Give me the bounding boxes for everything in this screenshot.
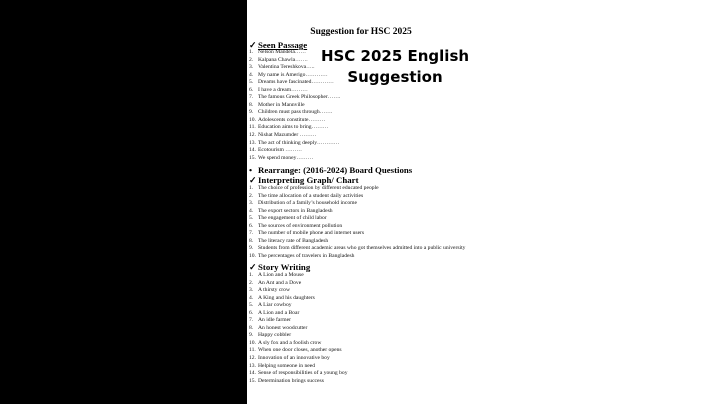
list-item-text: A Lion and a Boar — [258, 309, 300, 316]
list-item-number: 3. — [249, 64, 254, 71]
list-item-text: A Lion and a Mouse — [258, 272, 304, 278]
list-item-text: Nelson Mandela…… — [258, 49, 307, 55]
list-item-text: The famous Greek Philosopher……. — [258, 94, 341, 101]
list-item — [249, 102, 340, 110]
list-item-text: Happy cobbler — [258, 332, 292, 339]
list-item-number: 7. — [249, 94, 254, 101]
list-item-number: 4. — [249, 71, 254, 78]
list-item-number: 13. — [249, 139, 256, 146]
list-item — [249, 355, 348, 363]
list-item-text: The sources of environment pollution — [258, 222, 343, 229]
list-item — [249, 317, 348, 325]
list-item-text: Adolescents constitute……… — [258, 116, 326, 123]
list-item-number: 9. — [249, 109, 254, 116]
list-item-number: 9. — [249, 332, 254, 339]
check-mark-icon: ✓ — [249, 262, 257, 272]
list-item-text: Distribution of a family’s household income — [258, 200, 357, 207]
bullet-icon: • — [249, 165, 253, 175]
list-item — [249, 230, 465, 238]
list-item-text: Ecotourism ……… — [258, 147, 302, 154]
list-item-number: 4. — [249, 294, 254, 301]
list-item-text: The act of thinking deeply………… — [258, 139, 340, 146]
list-item-text: The choice of profession by different educated people — [258, 185, 379, 191]
check-mark-icon: ✓ — [249, 175, 257, 185]
list-item-text: Sense of responsibilities of a young boy — [258, 370, 348, 377]
white-panel — [475, 0, 720, 404]
list-item-number: 12. — [249, 355, 256, 362]
list-item-number: 3. — [249, 200, 254, 207]
list-item-number: 11. — [249, 124, 256, 131]
list-item — [249, 185, 465, 193]
list-item-number: 2. — [249, 192, 254, 199]
section-heading-rearrange — [249, 165, 412, 175]
list-item-text: Helping someone in need — [258, 362, 316, 369]
list-item-number: 15. — [249, 154, 256, 161]
list-item — [249, 287, 348, 295]
list-item-number: 5. — [249, 79, 254, 86]
list-item — [249, 302, 348, 310]
list-item — [249, 117, 340, 125]
graph-list — [249, 185, 465, 260]
list-item-number: 8. — [249, 237, 254, 244]
document-title: Suggestion for HSC 2025 — [310, 27, 412, 37]
section-heading-label: Interpreting Graph/ Chart — [258, 175, 359, 185]
list-item — [249, 124, 340, 132]
list-item-number: 1. — [249, 185, 254, 191]
list-item-text: An honest woodcutter — [258, 324, 308, 331]
list-item — [249, 295, 348, 303]
list-item — [249, 245, 465, 253]
overlay-title — [305, 46, 485, 88]
list-item-text: Innovation of an innovative boy — [258, 355, 330, 362]
list-item-number: 1. — [249, 49, 254, 55]
list-item-number: 6. — [249, 309, 254, 316]
list-item-number: 8. — [249, 324, 254, 331]
list-item-text: Determination brings success — [258, 377, 324, 384]
list-item-text: Kalpana Chawla……. — [258, 56, 308, 63]
list-item-number: 1. — [249, 272, 254, 278]
list-item-text: A Liar cowboy — [258, 302, 292, 309]
list-item-text: An idle farmer — [258, 317, 291, 324]
list-item-number: 14. — [249, 147, 256, 154]
section-heading-label: Rearrange: (2016-2024) Board Questions — [258, 165, 413, 175]
list-item — [249, 109, 340, 117]
list-item — [249, 347, 348, 355]
story-list — [249, 272, 348, 385]
section-heading-label: Story Writing — [258, 262, 311, 272]
list-item-number: 2. — [249, 56, 254, 63]
list-item-number: 6. — [249, 222, 254, 229]
list-item — [249, 253, 465, 261]
list-item-text: My name is Amerigo………… — [258, 71, 328, 78]
list-item-number: 7. — [249, 230, 254, 237]
list-item-text: Mother in Mannville — [258, 101, 305, 108]
list-item-number: 3. — [249, 287, 254, 294]
list-item — [249, 94, 340, 102]
list-item-number: 10. — [249, 116, 256, 123]
check-mark-icon: ✓ — [249, 40, 257, 50]
list-item-text: The export sectors in Bangladesh — [258, 207, 333, 214]
list-item-text: The literacy rate of Bangladesh — [258, 237, 329, 244]
list-item-text: Students from different academic areas who got themselves admitted into a public university — [258, 245, 466, 252]
section-heading-label: Seen Passage — [258, 40, 308, 50]
list-item-number: 10. — [249, 252, 256, 259]
list-item — [249, 332, 348, 340]
list-item-text: Dreams have fascinated………… — [258, 79, 334, 86]
list-item-number: 11. — [249, 347, 256, 354]
list-item-number: 9. — [249, 245, 254, 252]
overlay-title-line-2: Suggestion — [347, 68, 443, 86]
list-item — [249, 200, 465, 208]
list-item — [249, 325, 348, 333]
list-item — [249, 215, 465, 223]
list-item-text: Children must pass through……. — [258, 109, 333, 116]
overlay-title-line-1: HSC 2025 English — [320, 47, 470, 65]
list-item-number: 14. — [249, 370, 256, 377]
list-item-text: The engagement of child labor — [258, 215, 327, 222]
list-item-text: The number of mobile phone and internet users — [258, 230, 365, 237]
list-item-number: 4. — [249, 207, 254, 214]
list-item-text: The percentages of travelers in Bangladesh — [258, 252, 355, 259]
list-item — [249, 272, 348, 280]
list-item-text: We spend money……… — [258, 154, 314, 161]
list-item-text: Education aims to bring……… — [258, 124, 329, 131]
list-item-number: 2. — [249, 279, 254, 286]
list-item-number: 7. — [249, 317, 254, 324]
list-item-number: 13. — [249, 362, 256, 369]
list-item — [249, 193, 465, 201]
list-item-text: I have a dream……… — [258, 86, 308, 93]
list-item-number: 10. — [249, 339, 256, 346]
list-item-number: 6. — [249, 86, 254, 93]
list-item — [249, 140, 340, 148]
list-item-number: 8. — [249, 101, 254, 108]
list-item-number: 5. — [249, 215, 254, 222]
list-item-text: A King and his daughters — [258, 294, 315, 301]
list-item-number: 12. — [249, 132, 256, 139]
list-item — [249, 378, 348, 386]
list-item — [249, 340, 348, 348]
list-item-text: A sly fox and a foolish crow — [258, 339, 322, 346]
list-item-number: 15. — [249, 377, 256, 384]
list-item-number: 5. — [249, 302, 254, 309]
list-item-text: Valentina Tereshkova….. — [258, 64, 315, 71]
list-item — [249, 363, 348, 371]
list-item-text: When one door closes, another opens — [258, 347, 342, 354]
list-item-text: Nishat Mazumder ……… — [258, 132, 317, 139]
list-item — [249, 155, 340, 163]
list-item — [249, 147, 340, 155]
list-item-text: An Ant and a Dove — [258, 279, 302, 286]
list-item — [249, 280, 348, 288]
list-item-text: A thirsty crow — [258, 287, 291, 294]
list-item — [249, 370, 348, 378]
list-item — [249, 132, 340, 140]
list-item-text: The time allocation of a student daily activities — [258, 192, 364, 199]
